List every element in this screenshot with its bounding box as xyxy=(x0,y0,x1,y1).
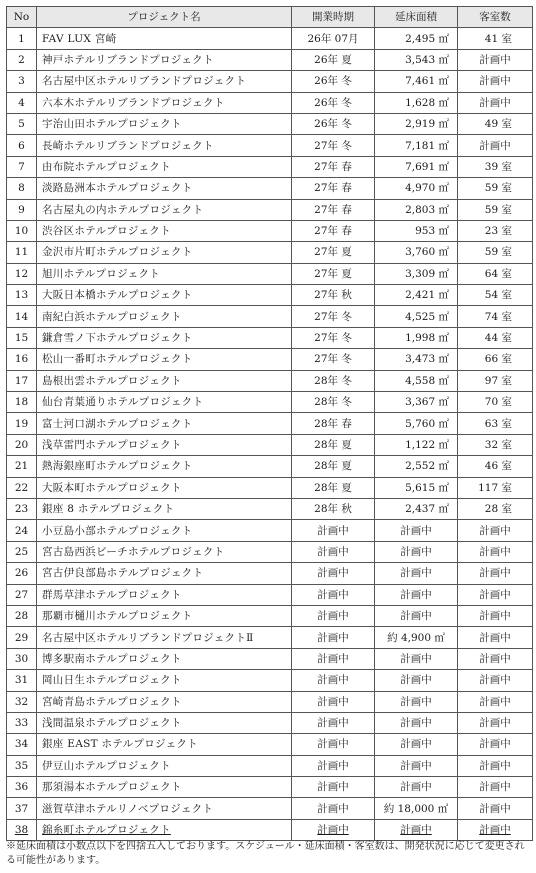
table-row xyxy=(7,178,533,199)
cell-room-count: 計画中 xyxy=(458,819,533,840)
cell-no: 30 xyxy=(7,648,37,669)
cell-floor-area: 計画中 xyxy=(375,584,458,605)
cell-room-count: 計画中 xyxy=(458,541,533,562)
cell-no: 22 xyxy=(7,477,37,498)
table-row xyxy=(7,712,533,733)
cell-opening-date: 28年 夏 xyxy=(292,477,375,498)
cell-floor-area: 2,421 ㎡ xyxy=(375,285,458,306)
table-row xyxy=(7,777,533,798)
cell-room-count: 計画中 xyxy=(458,49,533,70)
table-row xyxy=(7,541,533,562)
hotel-project-table xyxy=(6,6,533,841)
cell-no: 35 xyxy=(7,755,37,776)
table-row xyxy=(7,349,533,370)
cell-project-name: 銀座 EAST ホテルプロジェクト xyxy=(37,734,292,755)
cell-floor-area: 1,628 ㎡ xyxy=(375,92,458,113)
cell-room-count: 計画中 xyxy=(458,92,533,113)
table-row xyxy=(7,734,533,755)
cell-no: 17 xyxy=(7,370,37,391)
cell-room-count: 計画中 xyxy=(458,520,533,541)
cell-opening-date: 26年 冬 xyxy=(292,92,375,113)
cell-floor-area: 3,367 ㎡ xyxy=(375,392,458,413)
cell-no: 1 xyxy=(7,28,37,49)
cell-no: 9 xyxy=(7,199,37,220)
cell-project-name: 伊豆山ホテルプロジェクト xyxy=(37,755,292,776)
cell-no: 25 xyxy=(7,541,37,562)
cell-room-count: 計画中 xyxy=(458,670,533,691)
table-row xyxy=(7,648,533,669)
cell-opening-date: 27年 冬 xyxy=(292,327,375,348)
cell-project-name: 渋谷区ホテルプロジェクト xyxy=(37,220,292,241)
cell-no: 31 xyxy=(7,670,37,691)
cell-project-name: 大阪本町ホテルプロジェクト xyxy=(37,477,292,498)
cell-opening-date: 26年 07月 xyxy=(292,28,375,49)
header-room-count: 客室数 xyxy=(458,7,533,28)
cell-no: 32 xyxy=(7,691,37,712)
cell-floor-area: 計画中 xyxy=(375,755,458,776)
table-row xyxy=(7,156,533,177)
cell-floor-area: 4,558 ㎡ xyxy=(375,370,458,391)
cell-project-name: 南紀白浜ホテルプロジェクト xyxy=(37,306,292,327)
cell-room-count: 計画中 xyxy=(458,755,533,776)
cell-project-name: 名古屋中区ホテルリブランドプロジェクト xyxy=(37,71,292,92)
cell-project-name: 宮古島西浜ビーチホテルプロジェクト xyxy=(37,541,292,562)
cell-room-count: 70 室 xyxy=(458,392,533,413)
cell-no: 34 xyxy=(7,734,37,755)
cell-opening-date: 27年 春 xyxy=(292,156,375,177)
cell-room-count: 44 室 xyxy=(458,327,533,348)
table-row xyxy=(7,285,533,306)
cell-no: 6 xyxy=(7,135,37,156)
cell-no: 4 xyxy=(7,92,37,113)
header-project-name: プロジェクト名 xyxy=(37,7,292,28)
cell-floor-area: 4,970 ㎡ xyxy=(375,178,458,199)
cell-opening-date: 28年 夏 xyxy=(292,456,375,477)
table-row xyxy=(7,71,533,92)
cell-room-count: 計画中 xyxy=(458,798,533,819)
cell-opening-date: 28年 夏 xyxy=(292,434,375,455)
table-row xyxy=(7,306,533,327)
cell-no: 16 xyxy=(7,349,37,370)
cell-project-name: 由布院ホテルプロジェクト xyxy=(37,156,292,177)
table-row xyxy=(7,28,533,49)
cell-opening-date: 計画中 xyxy=(292,520,375,541)
cell-project-name: 長崎ホテルリブランドプロジェクト xyxy=(37,135,292,156)
cell-room-count: 74 室 xyxy=(458,306,533,327)
cell-opening-date: 計画中 xyxy=(292,755,375,776)
cell-no: 13 xyxy=(7,285,37,306)
table-row xyxy=(7,135,533,156)
cell-no: 36 xyxy=(7,777,37,798)
cell-opening-date: 計画中 xyxy=(292,734,375,755)
table-row xyxy=(7,520,533,541)
cell-project-name: 熱海銀座町ホテルプロジェクト xyxy=(37,456,292,477)
cell-project-name: 滋賀草津ホテルリノベプロジェクト xyxy=(37,798,292,819)
cell-project-name: 那須湯本ホテルプロジェクト xyxy=(37,777,292,798)
cell-floor-area: 4,525 ㎡ xyxy=(375,306,458,327)
cell-room-count: 54 室 xyxy=(458,285,533,306)
cell-no: 3 xyxy=(7,71,37,92)
cell-floor-area: 3,473 ㎡ xyxy=(375,349,458,370)
cell-opening-date: 計画中 xyxy=(292,584,375,605)
cell-opening-date: 28年 冬 xyxy=(292,392,375,413)
cell-room-count: 41 室 xyxy=(458,28,533,49)
cell-opening-date: 27年 春 xyxy=(292,178,375,199)
cell-opening-date: 計画中 xyxy=(292,798,375,819)
cell-opening-date: 28年 春 xyxy=(292,413,375,434)
cell-no: 11 xyxy=(7,242,37,263)
cell-project-name: 大阪日本橋ホテルプロジェクト xyxy=(37,285,292,306)
cell-floor-area: 7,181 ㎡ xyxy=(375,135,458,156)
cell-no: 19 xyxy=(7,413,37,434)
cell-opening-date: 計画中 xyxy=(292,627,375,648)
cell-floor-area: 計画中 xyxy=(375,563,458,584)
cell-opening-date: 計画中 xyxy=(292,541,375,562)
cell-floor-area: 7,691 ㎡ xyxy=(375,156,458,177)
cell-floor-area: 953 ㎡ xyxy=(375,220,458,241)
cell-opening-date: 計画中 xyxy=(292,605,375,626)
cell-opening-date: 26年 冬 xyxy=(292,113,375,134)
cell-floor-area: 7,461 ㎡ xyxy=(375,71,458,92)
cell-no: 15 xyxy=(7,327,37,348)
cell-room-count: 計画中 xyxy=(458,777,533,798)
cell-room-count: 66 室 xyxy=(458,349,533,370)
cell-opening-date: 27年 夏 xyxy=(292,242,375,263)
header-opening-date: 開業時期 xyxy=(292,7,375,28)
cell-project-name: 名古屋中区ホテルリブランドプロジェクトⅡ xyxy=(37,627,292,648)
cell-no: 14 xyxy=(7,306,37,327)
cell-project-name: 金沢市片町ホテルプロジェクト xyxy=(37,242,292,263)
cell-room-count: 39 室 xyxy=(458,156,533,177)
cell-room-count: 97 室 xyxy=(458,370,533,391)
cell-no: 10 xyxy=(7,220,37,241)
cell-room-count: 49 室 xyxy=(458,113,533,134)
cell-floor-area: 5,615 ㎡ xyxy=(375,477,458,498)
cell-project-name: 神戸ホテルリブランドプロジェクト xyxy=(37,49,292,70)
cell-project-name: 宮崎青島ホテルプロジェクト xyxy=(37,691,292,712)
cell-project-name: 博多駅南ホテルプロジェクト xyxy=(37,648,292,669)
table-row xyxy=(7,798,533,819)
cell-room-count: 計画中 xyxy=(458,734,533,755)
cell-project-name: 鎌倉雪ノ下ホテルプロジェクト xyxy=(37,327,292,348)
cell-room-count: 59 室 xyxy=(458,242,533,263)
cell-floor-area: 計画中 xyxy=(375,691,458,712)
header-no: No xyxy=(7,7,37,28)
cell-project-name: 銀座 8 ホテルプロジェクト xyxy=(37,498,292,519)
cell-floor-area: 2,495 ㎡ xyxy=(375,28,458,49)
cell-opening-date: 27年 春 xyxy=(292,199,375,220)
cell-project-name: 淡路島洲本ホテルプロジェクト xyxy=(37,178,292,199)
cell-no: 21 xyxy=(7,456,37,477)
table-row xyxy=(7,434,533,455)
cell-project-name: 島根出雲ホテルプロジェクト xyxy=(37,370,292,391)
cell-room-count: 23 室 xyxy=(458,220,533,241)
table-row xyxy=(7,263,533,284)
table-row xyxy=(7,392,533,413)
table-body xyxy=(7,28,533,841)
table-row xyxy=(7,456,533,477)
cell-room-count: 46 室 xyxy=(458,456,533,477)
cell-no: 18 xyxy=(7,392,37,413)
cell-opening-date: 28年 秋 xyxy=(292,498,375,519)
table-row xyxy=(7,691,533,712)
cell-room-count: 59 室 xyxy=(458,199,533,220)
table-row xyxy=(7,670,533,691)
cell-opening-date: 計画中 xyxy=(292,819,375,840)
cell-floor-area: 2,803 ㎡ xyxy=(375,199,458,220)
cell-room-count: 計画中 xyxy=(458,71,533,92)
cell-no: 8 xyxy=(7,178,37,199)
table-row xyxy=(7,49,533,70)
cell-no: 5 xyxy=(7,113,37,134)
cell-project-name: 那覇市樋川ホテルプロジェクト xyxy=(37,605,292,626)
table-row xyxy=(7,92,533,113)
cell-room-count: 計画中 xyxy=(458,627,533,648)
table-row xyxy=(7,627,533,648)
cell-opening-date: 28年 冬 xyxy=(292,370,375,391)
cell-room-count: 117 室 xyxy=(458,477,533,498)
cell-floor-area: 計画中 xyxy=(375,734,458,755)
cell-opening-date: 27年 冬 xyxy=(292,349,375,370)
cell-opening-date: 26年 夏 xyxy=(292,49,375,70)
cell-room-count: 計画中 xyxy=(458,691,533,712)
cell-no: 27 xyxy=(7,584,37,605)
table-row xyxy=(7,113,533,134)
cell-opening-date: 27年 冬 xyxy=(292,306,375,327)
cell-no: 20 xyxy=(7,434,37,455)
cell-room-count: 計画中 xyxy=(458,135,533,156)
cell-room-count: 28 室 xyxy=(458,498,533,519)
cell-project-name: 宇治山田ホテルプロジェクト xyxy=(37,113,292,134)
cell-project-name: 小豆島小部ホテルプロジェクト xyxy=(37,520,292,541)
cell-project-name: 名古屋丸の内ホテルプロジェクト xyxy=(37,199,292,220)
cell-floor-area: 1,998 ㎡ xyxy=(375,327,458,348)
cell-project-name: 浅間温泉ホテルプロジェクト xyxy=(37,712,292,733)
cell-opening-date: 計画中 xyxy=(292,563,375,584)
header-floor-area: 延床面積 xyxy=(375,7,458,28)
table-row xyxy=(7,220,533,241)
cell-no: 29 xyxy=(7,627,37,648)
cell-room-count: 63 室 xyxy=(458,413,533,434)
cell-project-name: 六本木ホテルリブランドプロジェクト xyxy=(37,92,292,113)
cell-opening-date: 計画中 xyxy=(292,691,375,712)
cell-room-count: 計画中 xyxy=(458,648,533,669)
cell-project-name: 群馬草津ホテルプロジェクト xyxy=(37,584,292,605)
cell-project-name: 旭川ホテルプロジェクト xyxy=(37,263,292,284)
cell-opening-date: 27年 春 xyxy=(292,220,375,241)
cell-project-name: 富士河口湖ホテルプロジェクト xyxy=(37,413,292,434)
cell-project-name: 松山一番町ホテルプロジェクト xyxy=(37,349,292,370)
table-row xyxy=(7,413,533,434)
cell-floor-area: 約 4,900 ㎡ xyxy=(375,627,458,648)
table-row xyxy=(7,819,533,840)
cell-room-count: 計画中 xyxy=(458,605,533,626)
footnote: ※延床面積は小数点以下を四捨五入しております。スケジュール・延床面積・客室数は、開発状況に応じて変更される可能性があります。 xyxy=(6,841,525,866)
cell-floor-area: 計画中 xyxy=(375,520,458,541)
cell-room-count: 計画中 xyxy=(458,584,533,605)
table-row xyxy=(7,199,533,220)
cell-project-name: 浅草雷門ホテルプロジェクト xyxy=(37,434,292,455)
table-row xyxy=(7,498,533,519)
cell-opening-date: 計画中 xyxy=(292,670,375,691)
cell-floor-area: 5,760 ㎡ xyxy=(375,413,458,434)
cell-floor-area: 計画中 xyxy=(375,648,458,669)
cell-floor-area: 約 18,000 ㎡ xyxy=(375,798,458,819)
cell-no: 7 xyxy=(7,156,37,177)
cell-opening-date: 計画中 xyxy=(292,777,375,798)
cell-floor-area: 計画中 xyxy=(375,541,458,562)
cell-floor-area: 2,552 ㎡ xyxy=(375,456,458,477)
table-header-row xyxy=(7,7,533,28)
cell-floor-area: 計画中 xyxy=(375,777,458,798)
cell-opening-date: 計画中 xyxy=(292,648,375,669)
cell-opening-date: 27年 秋 xyxy=(292,285,375,306)
cell-room-count: 計画中 xyxy=(458,563,533,584)
table-row xyxy=(7,755,533,776)
cell-no: 23 xyxy=(7,498,37,519)
cell-no: 12 xyxy=(7,263,37,284)
cell-no: 2 xyxy=(7,49,37,70)
cell-room-count: 計画中 xyxy=(458,712,533,733)
cell-floor-area: 2,437 ㎡ xyxy=(375,498,458,519)
table-row xyxy=(7,327,533,348)
cell-opening-date: 26年 冬 xyxy=(292,71,375,92)
cell-project-name: 錦糸町ホテルプロジェクト xyxy=(37,819,292,840)
cell-floor-area: 計画中 xyxy=(375,712,458,733)
cell-floor-area: 計画中 xyxy=(375,670,458,691)
cell-project-name: 仙台青葉通りホテルプロジェクト xyxy=(37,392,292,413)
cell-floor-area: 3,309 ㎡ xyxy=(375,263,458,284)
cell-no: 33 xyxy=(7,712,37,733)
cell-project-name: 宮古伊良部島ホテルプロジェクト xyxy=(37,563,292,584)
cell-floor-area: 2,919 ㎡ xyxy=(375,113,458,134)
cell-opening-date: 計画中 xyxy=(292,712,375,733)
cell-no: 24 xyxy=(7,520,37,541)
cell-room-count: 59 室 xyxy=(458,178,533,199)
cell-opening-date: 27年 夏 xyxy=(292,263,375,284)
cell-opening-date: 27年 冬 xyxy=(292,135,375,156)
cell-floor-area: 3,760 ㎡ xyxy=(375,242,458,263)
cell-project-name: FAV LUX 宮崎 xyxy=(37,28,292,49)
cell-no: 26 xyxy=(7,563,37,584)
cell-no: 28 xyxy=(7,605,37,626)
cell-room-count: 32 室 xyxy=(458,434,533,455)
cell-room-count: 64 室 xyxy=(458,263,533,284)
table-row xyxy=(7,563,533,584)
cell-floor-area: 計画中 xyxy=(375,819,458,840)
table-row xyxy=(7,605,533,626)
table-row xyxy=(7,477,533,498)
table-row xyxy=(7,242,533,263)
cell-project-name: 岡山日生ホテルプロジェクト xyxy=(37,670,292,691)
cell-floor-area: 1,122 ㎡ xyxy=(375,434,458,455)
table-row xyxy=(7,370,533,391)
cell-no: 37 xyxy=(7,798,37,819)
cell-floor-area: 計画中 xyxy=(375,605,458,626)
cell-floor-area: 3,543 ㎡ xyxy=(375,49,458,70)
cell-no: 38 xyxy=(7,819,37,840)
table-row xyxy=(7,584,533,605)
